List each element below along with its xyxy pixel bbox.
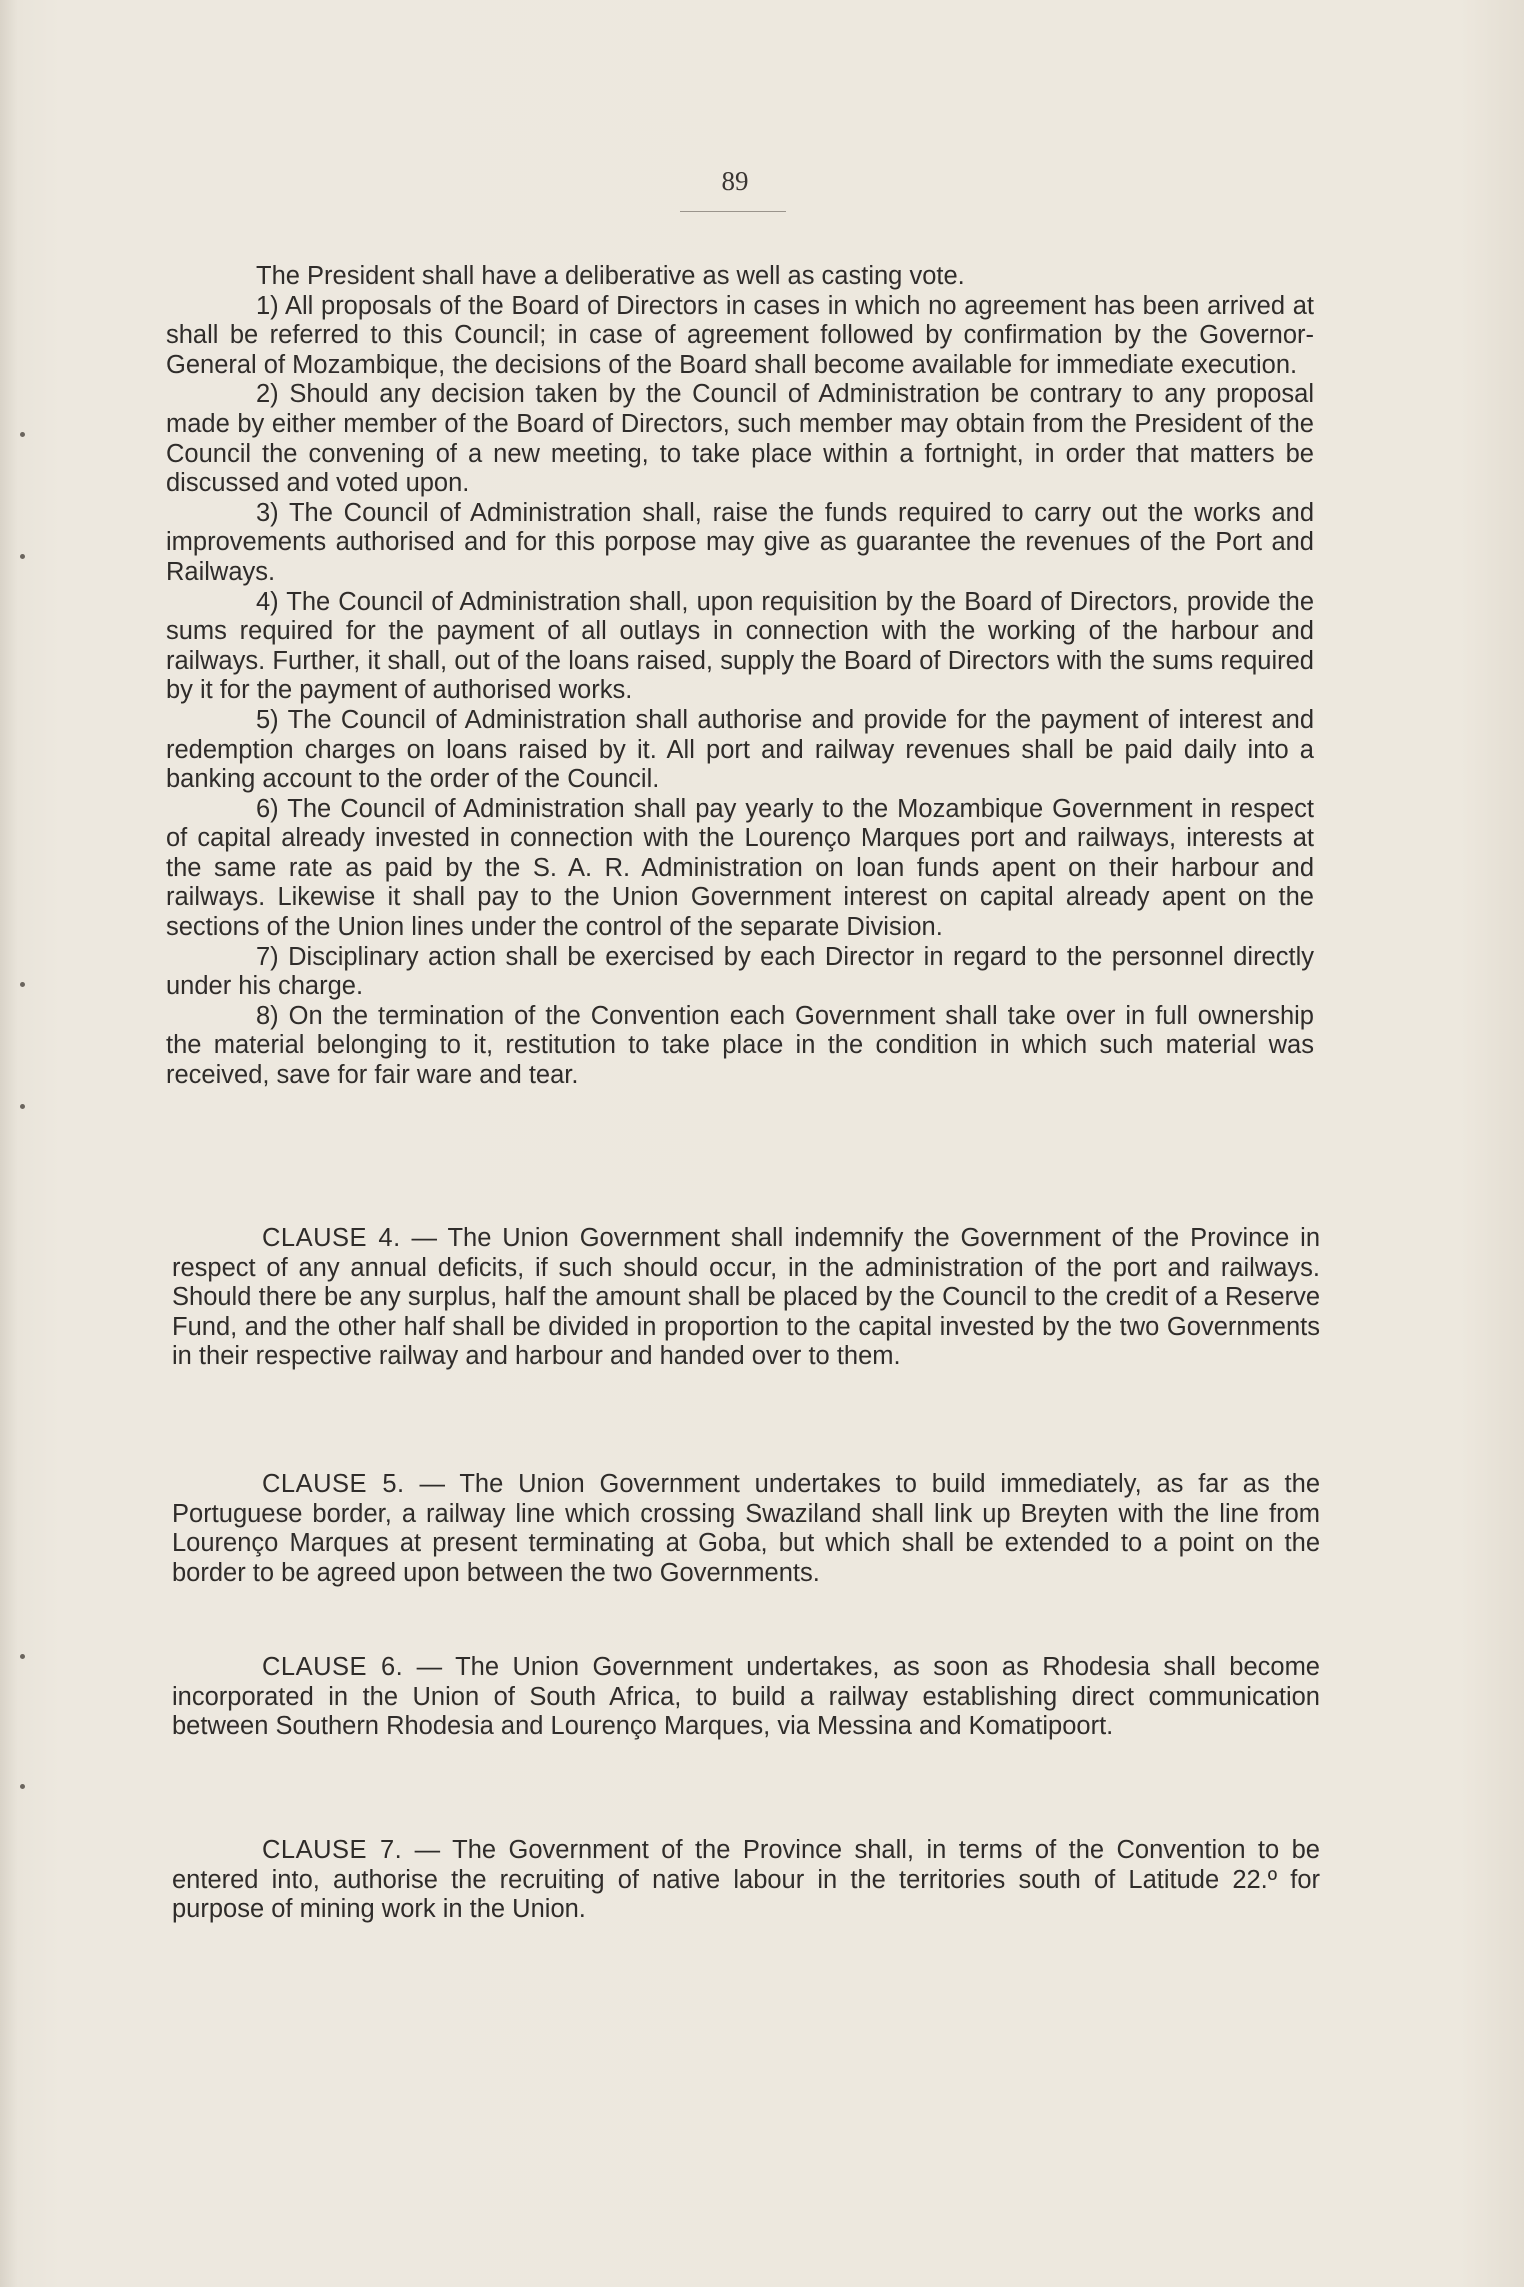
clause-heading: CLAUSE 7.: [262, 1836, 403, 1864]
paragraph-item-6: 6) The Council of Administration shall pay yearly to the Mozambique Government in respect of capital already invested in connection with the Lourenço Marques port and railways, interests at the same rate as paid by the S. A. R. Administration on loan funds apent on their harbour and railways. Likewise it shall pay to the Union Government interest on capital already apent on the sections of the Union lines under the control of the separate Division.: [166, 794, 1314, 942]
paragraph-item-2: 2) Should any decision taken by the Council of Administration be contrary to any proposal made by either member of the Board of Directors, such member may obtain from the President of the Council the convening of a new meeting, to take place within a fortnight, in order that matters be discussed and voted upon.: [166, 380, 1314, 498]
clause-7: [172, 1836, 1320, 1925]
paragraph-item-7: 7) Disciplinary action shall be exercised by each Director in regard to the personnel directly under his charge.: [166, 942, 1314, 1001]
clause-paragraph: [172, 1224, 1320, 1372]
paragraph-item-1: 1) All proposals of the Board of Directors in cases in which no agreement has been arrived at shall be referred to this Council; in case of agreement followed by confirmation by the Governor-General of Mozambique, the decisions of the Board shall become available for immediate execution.: [166, 291, 1314, 379]
clause-text: The Government of the Province shall, in terms of the Convention to be entered into, authorise the recruiting of native labour in the territories south of Latitude 22.º for purpose of mining work in the Union.: [172, 1836, 1320, 1924]
paragraph-president-vote: The President shall have a deliberative as well as casting vote.: [256, 262, 965, 290]
paragraph-item-4: 4) The Council of Administration shall, upon requisition by the Board of Directors, provide the sums required for the payment of all outlays in connection with the working of the harbour and railways. Further, it shall, out of the loans raised, supply the Board of Directors with the sums required by it for the payment of authorised works.: [166, 587, 1314, 705]
clause-heading: CLAUSE 6.: [262, 1653, 404, 1681]
council-provisions: [166, 262, 1314, 1091]
margin-dot: [20, 554, 25, 559]
margin-dot: [20, 982, 25, 987]
page-number: 89: [721, 166, 749, 196]
clause-separator: —: [400, 1224, 448, 1252]
clause-separator: —: [402, 1836, 453, 1864]
clause-paragraph: [172, 1653, 1320, 1742]
clause-separator: —: [403, 1653, 456, 1681]
clause-text: The Union Government undertakes, as soon as Rhodesia shall become incorporated in the Union of South Africa, to build a railway establishing direct communication between Southern Rhodesia and Lourenço Marques, via Messina and Komatipoort.: [172, 1653, 1320, 1741]
clause-heading: CLAUSE 4.: [262, 1224, 401, 1252]
clause-heading: CLAUSE 5.: [262, 1470, 405, 1498]
paragraph-item-8: 8) On the termination of the Convention each Government shall take over in full ownership the material belonging to it, restitution to take place in the condition in which such material was received, save for fair ware and tear.: [166, 1001, 1314, 1090]
margin-dot: [20, 1784, 25, 1789]
clause-text: The Union Government undertakes to build immediately, as far as the Portuguese border, a railway line which crossing Swaziland shall link up Breyten with the line from Lourenço Marques at present terminating at Goba, but which shall be extended to a point on the border to be agreed upon between the two Governments.: [172, 1470, 1320, 1587]
paragraph-item-5: 5) The Council of Administration shall authorise and provide for the payment of interest and redemption charges on loans raised by it. All port and railway revenues shall be paid daily into a banking account to the order of the Council.: [166, 705, 1314, 794]
page-number-rule: [680, 211, 786, 212]
margin-dot: [20, 1654, 25, 1659]
clause-6: [172, 1653, 1320, 1742]
clause-4: [172, 1224, 1320, 1372]
clause-paragraph: [172, 1836, 1320, 1925]
margin-dot: [20, 1104, 25, 1109]
clause-5: [172, 1470, 1320, 1588]
margin-dot: [20, 432, 25, 437]
clause-text: The Union Government shall indemnify the Government of the Province in respect of any annual deficits, if such should occur, in the administration of the port and railways. Should there be any surplus, half the amount shall be placed by the Council to the credit of a Reserve Fund, and the other half shall be divided in proportion to the capital invested by the two Governments in their respective railway and harbour and handed over to them.: [172, 1224, 1321, 1371]
clause-separator: —: [404, 1470, 460, 1498]
clause-paragraph: [172, 1470, 1320, 1588]
paragraph-item-3: 3) The Council of Administration shall, raise the funds required to carry out the works and improvements authorised and for this porpose may give as guarantee the revenues of the Port and Railways.: [166, 498, 1314, 586]
